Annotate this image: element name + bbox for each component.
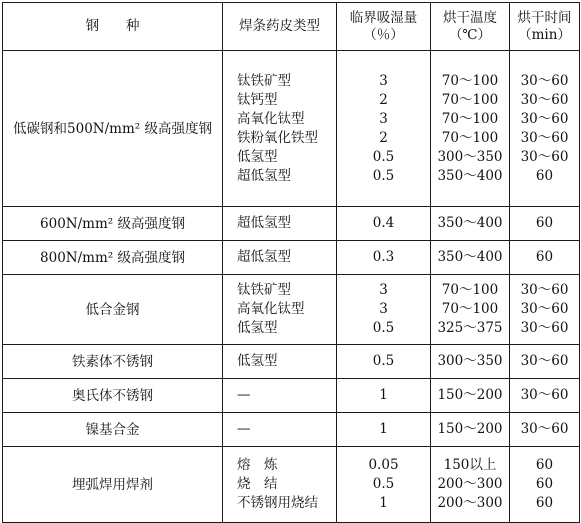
table-row: [3, 51, 580, 207]
cell-drying-temperature: [431, 379, 510, 413]
cell-drying-temperature-value: 350～400: [437, 167, 503, 184]
steel-grade-label: 铁素体不锈钢: [72, 353, 153, 370]
cell-critical-moisture-value: 2: [379, 91, 388, 108]
cell-drying-time-values: [510, 456, 579, 513]
cell-steel-grade: [3, 413, 223, 447]
cell-coating-type-value: —: [237, 421, 251, 437]
cell-coating-type: [223, 241, 337, 275]
cell-steel-grade: [3, 241, 223, 275]
cell-drying-time: [510, 207, 580, 241]
cell-critical-moisture: [337, 413, 431, 447]
table-row: [3, 379, 580, 413]
cell-drying-temperature-value: 70～100: [441, 110, 499, 127]
cell-coating-type: [223, 207, 337, 241]
steel-grade-label: 600N/mm² 级高强度钢: [40, 215, 185, 232]
cell-drying-time-value: 60: [535, 167, 554, 184]
cell-coating-type-value: 高氧化钛型: [237, 110, 305, 127]
cell-coating-type: [223, 379, 337, 413]
cell-drying-temperature: [431, 447, 510, 523]
cell-critical-moisture-value: 3: [379, 110, 388, 127]
cell-coating-type-values: [223, 281, 336, 338]
cell-drying-temperature-value: 70～100: [441, 72, 499, 89]
cell-coating-type-value: 低氢型: [237, 148, 278, 165]
cell-drying-time-value: 30～60: [520, 91, 569, 108]
cell-drying-time-value: 60: [535, 476, 554, 492]
cell-drying-time-values: [510, 281, 579, 338]
table-row: [3, 447, 580, 523]
cell-critical-moisture-values: [337, 248, 430, 267]
cell-drying-temperature: [431, 51, 510, 207]
cell-drying-temperature: [431, 241, 510, 275]
cell-critical-moisture-values: [337, 420, 430, 439]
cell-drying-time-value: 60: [535, 457, 554, 473]
cell-drying-temperature: [431, 207, 510, 241]
table-header-row: [3, 3, 580, 51]
cell-coating-type-value: 超低氢型: [237, 249, 291, 265]
cell-steel-grade: [3, 379, 223, 413]
cell-critical-moisture-value: 3: [379, 301, 388, 317]
cell-critical-moisture-value: 1: [379, 387, 388, 403]
cell-critical-moisture-value: 1: [379, 495, 388, 511]
cell-drying-time-value: 60: [535, 249, 554, 265]
cell-coating-type-value: 低氢型: [237, 320, 278, 336]
cell-drying-time-value: 30～60: [520, 72, 569, 89]
cell-critical-moisture-values: [337, 214, 430, 233]
table-row: [3, 207, 580, 241]
header-critical-moisture: 临界吸湿量 （％）: [337, 3, 431, 51]
cell-drying-time: [510, 447, 580, 523]
cell-drying-temperature-value: 150以上: [443, 457, 497, 473]
cell-critical-moisture-values: [337, 352, 430, 371]
cell-steel-grade: [3, 275, 223, 345]
cell-drying-temperature-value: 300～350: [437, 148, 503, 165]
cell-drying-temperature-value: 70～100: [441, 282, 499, 298]
steel-grade-label: 800N/mm² 级高强度钢: [40, 249, 185, 266]
cell-critical-moisture-values: [337, 281, 430, 338]
cell-coating-type-values: [223, 456, 336, 513]
cell-critical-moisture: [337, 51, 431, 207]
cell-coating-type: [223, 447, 337, 523]
cell-critical-moisture: [337, 345, 431, 379]
cell-drying-temperature-value: 70～100: [441, 91, 499, 108]
cell-drying-temperature: [431, 345, 510, 379]
cell-drying-temperature-value: 325～375: [437, 320, 503, 336]
cell-coating-type-values: [223, 386, 336, 405]
cell-critical-moisture-value: 0.5: [372, 353, 395, 369]
cell-drying-temperature-value: 150～200: [437, 387, 503, 403]
cell-drying-time-value: 30～60: [520, 320, 569, 336]
steel-grade-label: 埋弧焊用焊剂: [72, 476, 153, 493]
cell-critical-moisture: [337, 447, 431, 523]
cell-drying-temperature-values: [431, 352, 509, 371]
cell-critical-moisture-values: [337, 72, 430, 186]
cell-drying-temperature: [431, 413, 510, 447]
cell-drying-temperature-values: [431, 214, 509, 233]
cell-critical-moisture-values: [337, 386, 430, 405]
cell-critical-moisture: [337, 207, 431, 241]
cell-drying-time: [510, 51, 580, 207]
cell-drying-time-values: [510, 248, 579, 267]
cell-drying-time: [510, 275, 580, 345]
cell-drying-temperature-values: [431, 386, 509, 405]
cell-steel-grade: [3, 51, 223, 207]
cell-critical-moisture-value: 0.3: [372, 249, 395, 265]
cell-drying-temperature-value: 70～100: [441, 301, 499, 317]
cell-critical-moisture-values: [337, 456, 430, 513]
cell-drying-time-value: 30～60: [520, 110, 569, 127]
drying-spec-table: [2, 2, 580, 523]
cell-coating-type: [223, 51, 337, 207]
cell-coating-type-value: 超低氢型: [237, 167, 291, 184]
cell-drying-time: [510, 413, 580, 447]
header-steel-grade: 钢 种: [3, 3, 223, 51]
cell-drying-temperature-values: [431, 456, 509, 513]
cell-steel-grade: [3, 207, 223, 241]
cell-drying-time-value: 30～60: [520, 353, 569, 369]
cell-coating-type-values: [223, 248, 336, 267]
cell-drying-time-value: 60: [535, 495, 554, 511]
steel-grade-label: 镍基合金: [85, 421, 140, 438]
cell-drying-temperature-value: 350～400: [437, 249, 503, 265]
cell-coating-type-value: 低氢型: [237, 353, 278, 369]
cell-drying-temperature-values: [431, 72, 509, 186]
cell-drying-time-value: 60: [535, 215, 554, 231]
cell-drying-time-values: [510, 214, 579, 233]
table-row: [3, 275, 580, 345]
cell-drying-temperature-value: 200～300: [437, 476, 503, 492]
cell-steel-grade: [3, 345, 223, 379]
cell-coating-type-value: 钛铁矿型: [237, 72, 291, 89]
cell-drying-temperature-values: [431, 420, 509, 439]
cell-drying-temperature-value: 300～350: [437, 353, 503, 369]
cell-critical-moisture-value: 3: [379, 72, 388, 89]
cell-drying-temperature-values: [431, 281, 509, 338]
cell-drying-time-value: 30～60: [520, 301, 569, 317]
cell-drying-time-values: [510, 420, 579, 439]
steel-grade-label: 奥氏体不锈钢: [72, 387, 153, 404]
header-drying-temperature: 烘干温度 （℃）: [431, 3, 510, 51]
cell-coating-type-value: 钛钙型: [237, 91, 278, 108]
cell-coating-type: [223, 345, 337, 379]
header-coating-type: 焊条药皮类型: [223, 3, 337, 51]
cell-drying-temperature-value: 150～200: [437, 421, 503, 437]
cell-coating-type-values: [223, 214, 336, 233]
cell-drying-time-value: 30～60: [520, 387, 569, 403]
cell-drying-time-values: [510, 72, 579, 186]
cell-drying-time-value: 30～60: [520, 148, 569, 165]
cell-critical-moisture-value: 1: [379, 421, 388, 437]
cell-critical-moisture-value: 0.5: [372, 148, 395, 165]
cell-critical-moisture-value: 2: [379, 129, 388, 146]
cell-coating-type-values: [223, 72, 336, 186]
cell-drying-time-value: 30～60: [520, 421, 569, 437]
cell-critical-moisture-value: 0.4: [372, 215, 395, 231]
cell-drying-time: [510, 241, 580, 275]
cell-coating-type-values: [223, 420, 336, 439]
cell-critical-moisture-value: 0.05: [368, 457, 399, 473]
cell-drying-temperature-value: 200～300: [437, 495, 503, 511]
cell-drying-time: [510, 379, 580, 413]
table-row: [3, 241, 580, 275]
cell-coating-type-values: [223, 352, 336, 371]
cell-drying-time-values: [510, 386, 579, 405]
cell-coating-type-value: 不锈钢用烧结: [237, 495, 318, 511]
cell-drying-temperature: [431, 275, 510, 345]
cell-drying-temperature-value: 350～400: [437, 215, 503, 231]
cell-coating-type-value: 钛铁矿型: [237, 282, 291, 298]
cell-critical-moisture-value: 0.5: [372, 320, 395, 336]
table-row: [3, 413, 580, 447]
cell-critical-moisture: [337, 275, 431, 345]
cell-critical-moisture-value: 0.5: [372, 167, 395, 184]
cell-critical-moisture-value: 0.5: [372, 476, 395, 492]
cell-critical-moisture: [337, 379, 431, 413]
table-body: [3, 51, 580, 523]
steel-grade-label: 低合金钢: [85, 301, 140, 318]
cell-coating-type-value: —: [237, 387, 251, 403]
cell-drying-time: [510, 345, 580, 379]
cell-drying-time-value: 30～60: [520, 282, 569, 298]
header-drying-time: 烘干时间 （min）: [510, 3, 580, 51]
cell-drying-temperature-values: [431, 248, 509, 267]
cell-critical-moisture-value: 3: [379, 282, 388, 298]
cell-coating-type-value: 熔 炼: [237, 457, 278, 473]
cell-coating-type: [223, 413, 337, 447]
cell-coating-type-value: 高氧化钛型: [237, 301, 305, 317]
cell-coating-type: [223, 275, 337, 345]
cell-drying-temperature-value: 70～100: [441, 129, 499, 146]
cell-drying-time-value: 30～60: [520, 129, 569, 146]
cell-critical-moisture: [337, 241, 431, 275]
cell-steel-grade: [3, 447, 223, 523]
cell-drying-time-values: [510, 352, 579, 371]
cell-coating-type-value: 铁粉氧化铁型: [237, 129, 318, 146]
cell-coating-type-value: 烧 结: [237, 476, 278, 492]
table-row: [3, 345, 580, 379]
cell-coating-type-value: 超低氢型: [237, 215, 291, 231]
steel-grade-label: 低碳钢和500N/mm² 级高强度钢: [13, 120, 212, 137]
